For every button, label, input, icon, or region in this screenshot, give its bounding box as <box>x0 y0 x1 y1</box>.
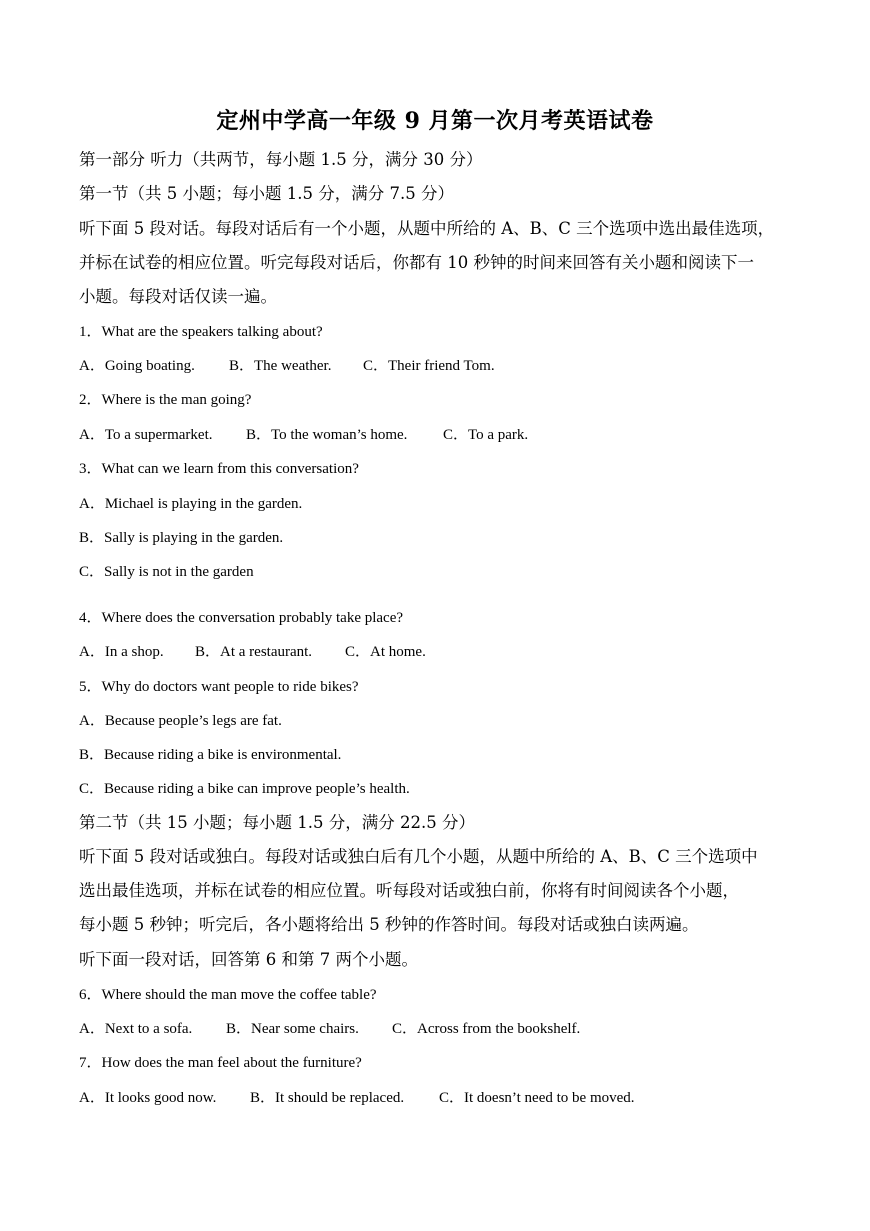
question-2-options <box>79 424 528 446</box>
question-7-option-c: C．It doesn’t need to be moved. <box>439 1090 635 1106</box>
question-2-option-c: C．To a park. <box>443 427 529 443</box>
part1-heading: 第一部分 听力（共两节，每小题 1.5 分，满分 30 分） <box>79 150 483 169</box>
section1-instruction-line-3: 小题。每段对话仅读一遍。 <box>79 287 277 306</box>
question-6-stem: 6．Where should the man move the coffee table? <box>79 987 377 1003</box>
question-2-option-b: B．To the woman’s home. <box>246 427 408 443</box>
question-6-options <box>79 1018 580 1040</box>
section1-heading: 第一节（共 5 小题；每小题 1.5 分，满分 7.5 分） <box>79 184 454 203</box>
question-5-stem: 5．Why do doctors want people to ride bikes? <box>79 679 359 695</box>
question-7-stem: 7．How does the man feel about the furniture? <box>79 1055 362 1071</box>
question-4-option-b: B．At a restaurant. <box>195 644 313 660</box>
section2-instruction-line-1: 听下面 5 段对话或独白。每段对话或独白后有几个小题，从题中所给的 A、B、C 三个选项中 <box>79 847 758 866</box>
section1-instruction-line-1: 听下面 5 段对话。每段对话后有一个小题，从题中所给的 A、B、C 三个选项中选出最佳选项， <box>79 219 775 238</box>
question-3-stem: 3．What can we learn from this conversation? <box>79 461 359 477</box>
question-2-stem: 2．Where is the man going? <box>79 392 252 408</box>
section2-instruction-line-3: 每小题 5 秒钟；听完后，各小题将给出 5 秒钟的作答时间。每段对话或独白读两遍。 <box>79 915 699 934</box>
question-4-option-c: C．At home. <box>345 644 426 660</box>
question-5-option-a: A．Because people’s legs are fat. <box>79 713 282 729</box>
question-4-stem: 4．Where does the conversation probably take place? <box>79 610 404 626</box>
question-7-options <box>79 1087 635 1109</box>
question-1-option-a: A．Going boating. <box>79 358 195 374</box>
section2-heading: 第二节（共 15 小题；每小题 1.5 分，满分 22.5 分） <box>79 813 475 832</box>
question-2-option-a: A．To a supermarket. <box>79 427 213 443</box>
section1-instruction-line-2: 并标在试卷的相应位置。听完每段对话后，你都有 10 秒钟的时间来回答有关小题和阅读下一 <box>79 253 754 272</box>
section2-instruction-line-2: 选出最佳选项，并标在试卷的相应位置。听每段对话或独白前，你将有时间阅读各个小题， <box>79 881 739 900</box>
question-5-option-c: C．Because riding a bike can improve people’s health. <box>79 781 410 797</box>
question-5-option-b: B．Because riding a bike is environmental. <box>79 747 342 763</box>
question-1-options <box>79 355 495 377</box>
question-1-option-c: C．Their friend Tom. <box>363 358 495 374</box>
question-6-option-a: A．Next to a sofa. <box>79 1021 193 1037</box>
question-4-options <box>79 641 426 663</box>
question-3-option-a: A．Michael is playing in the garden. <box>79 496 303 512</box>
dialogue-intro: 听下面一段对话，回答第 6 和第 7 两个小题。 <box>79 950 418 969</box>
question-3-option-c: C．Sally is not in the garden <box>79 564 254 580</box>
question-6-option-c: C．Across from the bookshelf. <box>392 1021 581 1037</box>
question-3-option-b: B．Sally is playing in the garden. <box>79 530 284 546</box>
exam-title: 定州中学高一年级 9 月第一次月考英语试卷 <box>216 108 654 134</box>
question-1-stem: 1．What are the speakers talking about? <box>79 324 323 340</box>
question-4-option-a: A．In a shop. <box>79 644 164 660</box>
question-6-option-b: B．Near some chairs. <box>226 1021 359 1037</box>
question-7-option-b: B．It should be replaced. <box>250 1090 405 1106</box>
question-1-option-b: B．The weather. <box>229 358 332 374</box>
question-7-option-a: A．It looks good now. <box>79 1090 217 1106</box>
